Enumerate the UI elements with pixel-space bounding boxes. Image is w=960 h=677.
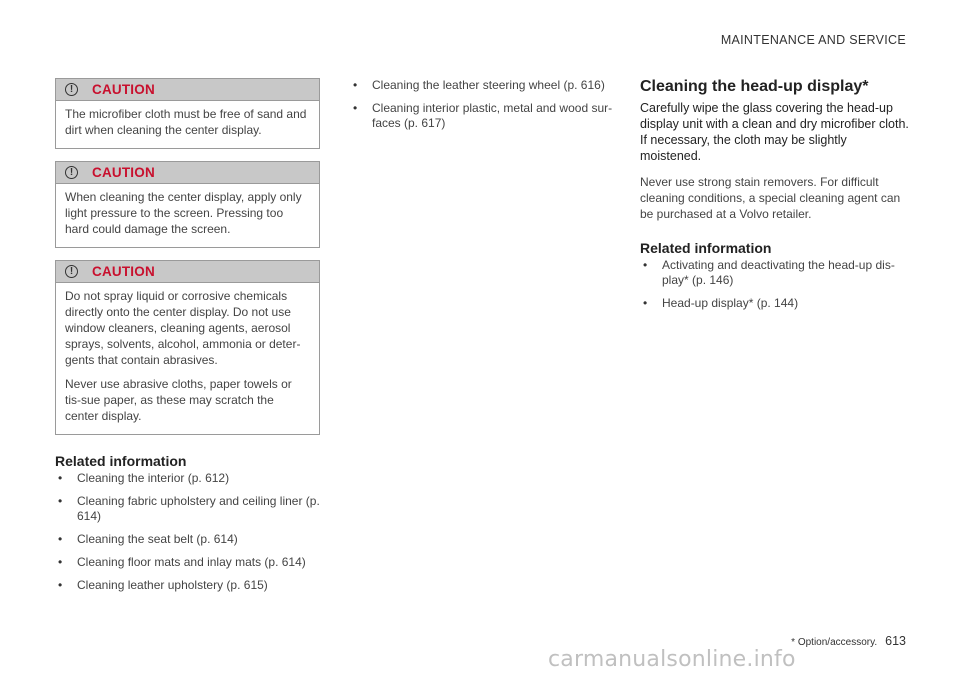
watermark: carmanualsonline.info [548,647,796,672]
caution-text: The microfiber cloth must be free of sand and dirt when cleaning the center display. [65,107,307,137]
related-link[interactable]: • Cleaning fabric upholstery and ceiling liner (p. 614) [55,494,320,524]
exclamation-circle-icon: ! [65,166,78,179]
related-link[interactable]: • Cleaning the seat belt (p. 614) [55,532,320,547]
caution-box-3 [55,260,320,435]
related-links-list [55,471,320,593]
page-header: MAINTENANCE AND SERVICE [720,33,906,47]
page-number: 613 [885,634,906,648]
caution-text: When cleaning the center display, apply only light pressure to the screen. Pressing too hard could damage the screen. [65,190,302,236]
related-link[interactable]: • Cleaning interior plastic, metal and wood sur-faces (p. 617) [350,101,615,131]
related-links-list [640,258,910,311]
related-link[interactable]: • Cleaning the interior (p. 612) [55,471,320,486]
caution-text: Never use abrasive cloths, paper towels or tis-sue paper, as these may scratch the center display. [65,377,292,423]
exclamation-circle-icon: ! [65,83,78,96]
left-column [55,78,320,601]
lead-paragraph: Carefully wipe the glass covering the head-up display unit with a clean and dry microfiber cloth. If necessary, the cloth may be slightly moistened. [640,101,909,163]
related-link[interactable]: • Head-up display* (p. 144) [640,296,910,311]
caution-text: Do not spray liquid or corrosive chemicals directly onto the center display. Do not use window cleaners, cleaning agents, aerosol sprays, solvents, alcohol, ammonia or deter-gents that contain abrasives. [65,289,301,367]
section-title: Cleaning the head-up display* [640,78,869,95]
right-column [640,78,910,319]
caution-title: CAUTION [92,264,155,279]
caution-box-1 [55,78,320,149]
related-information-heading: Related information [640,240,772,256]
page-footer [791,634,906,648]
middle-column [350,78,615,139]
caution-title: CAUTION [92,82,155,97]
related-link[interactable]: • Activating and deactivating the head-up dis-play* (p. 146) [640,258,910,288]
body-paragraph: Never use strong stain removers. For difficult cleaning conditions, a special cleaning agent can be purchased at a Volvo retailer. [640,175,901,221]
related-links-list-continued [350,78,615,131]
related-link[interactable]: • Cleaning leather upholstery (p. 615) [55,578,320,593]
option-accessory-note: * Option/accessory. [791,637,878,648]
related-link[interactable]: • Cleaning floor mats and inlay mats (p. 614) [55,555,320,570]
related-information-heading: Related information [55,453,187,469]
caution-box-2 [55,161,320,248]
caution-title: CAUTION [92,165,155,180]
related-link[interactable]: • Cleaning the leather steering wheel (p. 616) [350,78,615,93]
exclamation-circle-icon: ! [65,265,78,278]
